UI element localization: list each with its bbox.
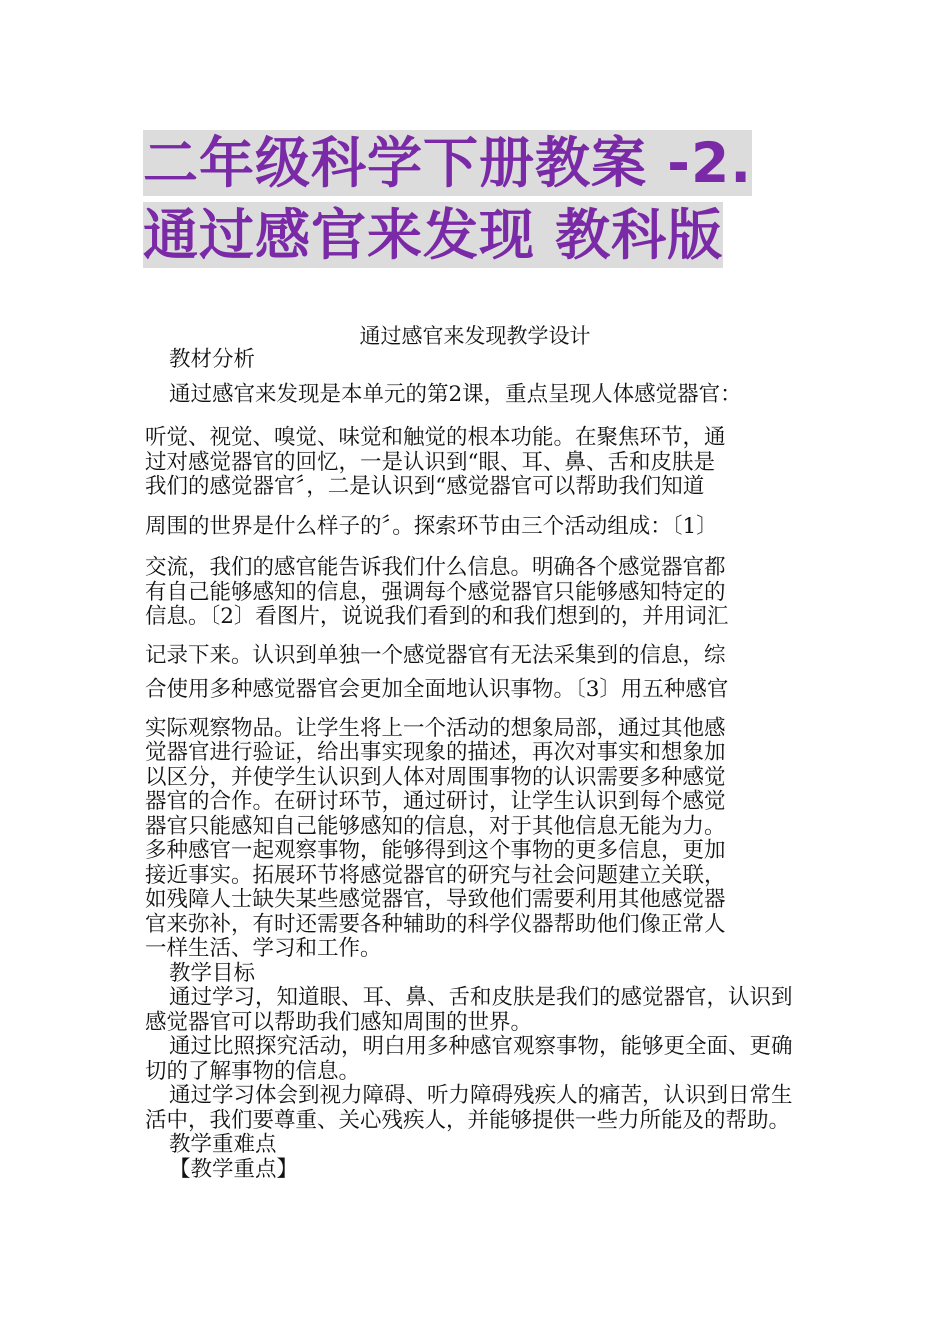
goal-paragraph-1: 通过学习，知道眼、耳、鼻、舌和皮肤是我们的感觉器官，认识到感觉器官可以帮助我们感知周围的世界。: [145, 985, 793, 1035]
analysis-line: 觉器官进行验证，给出事实现象的描述，再次对事实和想象加: [145, 740, 726, 765]
analysis-line: 如残障人士缺失某些感觉器官，导致他们需要利用其他感觉器: [145, 887, 726, 912]
analysis-line: 官来弥补，有时还需要各种辅助的科学仪器帮助他们像正常人: [145, 911, 726, 937]
analysis-line: 实际观察物品。让学生将上一个活动的想象局部，通过其他感: [145, 715, 726, 741]
analysis-line: 过对感觉器官的回忆，一是认识到“眼、耳、鼻、舌和皮肤是: [145, 449, 715, 475]
document-title: [143, 130, 813, 268]
goal-paragraph-3: 通过学习体会到视力障碍、听力障碍残疾人的痛苦，认识到日常生活中，我们要尊重、关心残疾人，并能够提供一些力所能及的帮助。: [145, 1083, 793, 1133]
key-point-label: 【教学重点】: [169, 1156, 299, 1182]
analysis-line: 一样生活、学习和工作。: [145, 936, 382, 961]
goal-paragraph-2: 通过比照探究活动，明白用多种感官观察事物，能够更全面、更确切的了解事物的信息。: [145, 1034, 793, 1084]
section-heading-goals: 教学目标: [169, 960, 256, 986]
analysis-line: 以区分，并使学生认识到人体对周围事物的认识需要多种感觉: [145, 764, 726, 790]
analysis-line: 交流，我们的感官能告诉我们什么信息。明确各个感觉器官都: [145, 555, 726, 580]
analysis-line: 听觉、视觉、嗅觉、味觉和触觉的根本功能。在聚焦环节，通: [145, 425, 726, 450]
analysis-line: 周围的世界是什么样子的〞。探索环节由三个活动组成：〔1〕: [145, 513, 718, 539]
analysis-paragraph: [145, 383, 813, 962]
analysis-line: 多种感官一起观察事物，能够得到这个事物的更多信息，更加: [145, 838, 726, 863]
analysis-line: 我们的感觉器官〞，二是认识到“感觉器官可以帮助我们知道: [145, 474, 705, 499]
analysis-line: 合使用多种感觉器官会更加全面地认识事物。〔3〕用五种感官: [145, 677, 729, 702]
analysis-line: 器官的合作。在研讨环节，通过研讨，让学生认识到每个感觉: [145, 789, 726, 814]
document-body: [145, 348, 813, 1182]
lesson-subtitle: 通过感官来发现教学设计: [359, 324, 591, 348]
analysis-line: 有自己能够感知的信息，强调每个感觉器官只能够感知特定的: [145, 579, 726, 605]
title-line-1: 二年级科学下册教案 -2.: [143, 131, 753, 195]
analysis-line: 信息。〔2〕看图片，说说我们看到的和我们想到的，并用词汇: [145, 604, 729, 629]
section-heading-key-points: 教学重难点: [169, 1132, 277, 1157]
analysis-line: 记录下来。认识到单独一个感觉器官有无法采集到的信息，综: [145, 642, 726, 668]
title-line-2: 通过感官来发现 教科版: [143, 203, 724, 267]
analysis-line: 接近事实。拓展环节将感觉器官的研究与社会问题建立关联，: [145, 862, 726, 888]
analysis-line: 器官只能感知自己能够感知的信息，对于其他信息无能为力。: [145, 813, 726, 839]
section-heading-analysis: 教材分析: [169, 347, 256, 372]
analysis-line: 通过感官来发现是本单元的第2课，重点呈现人体感觉器官：: [169, 381, 742, 407]
